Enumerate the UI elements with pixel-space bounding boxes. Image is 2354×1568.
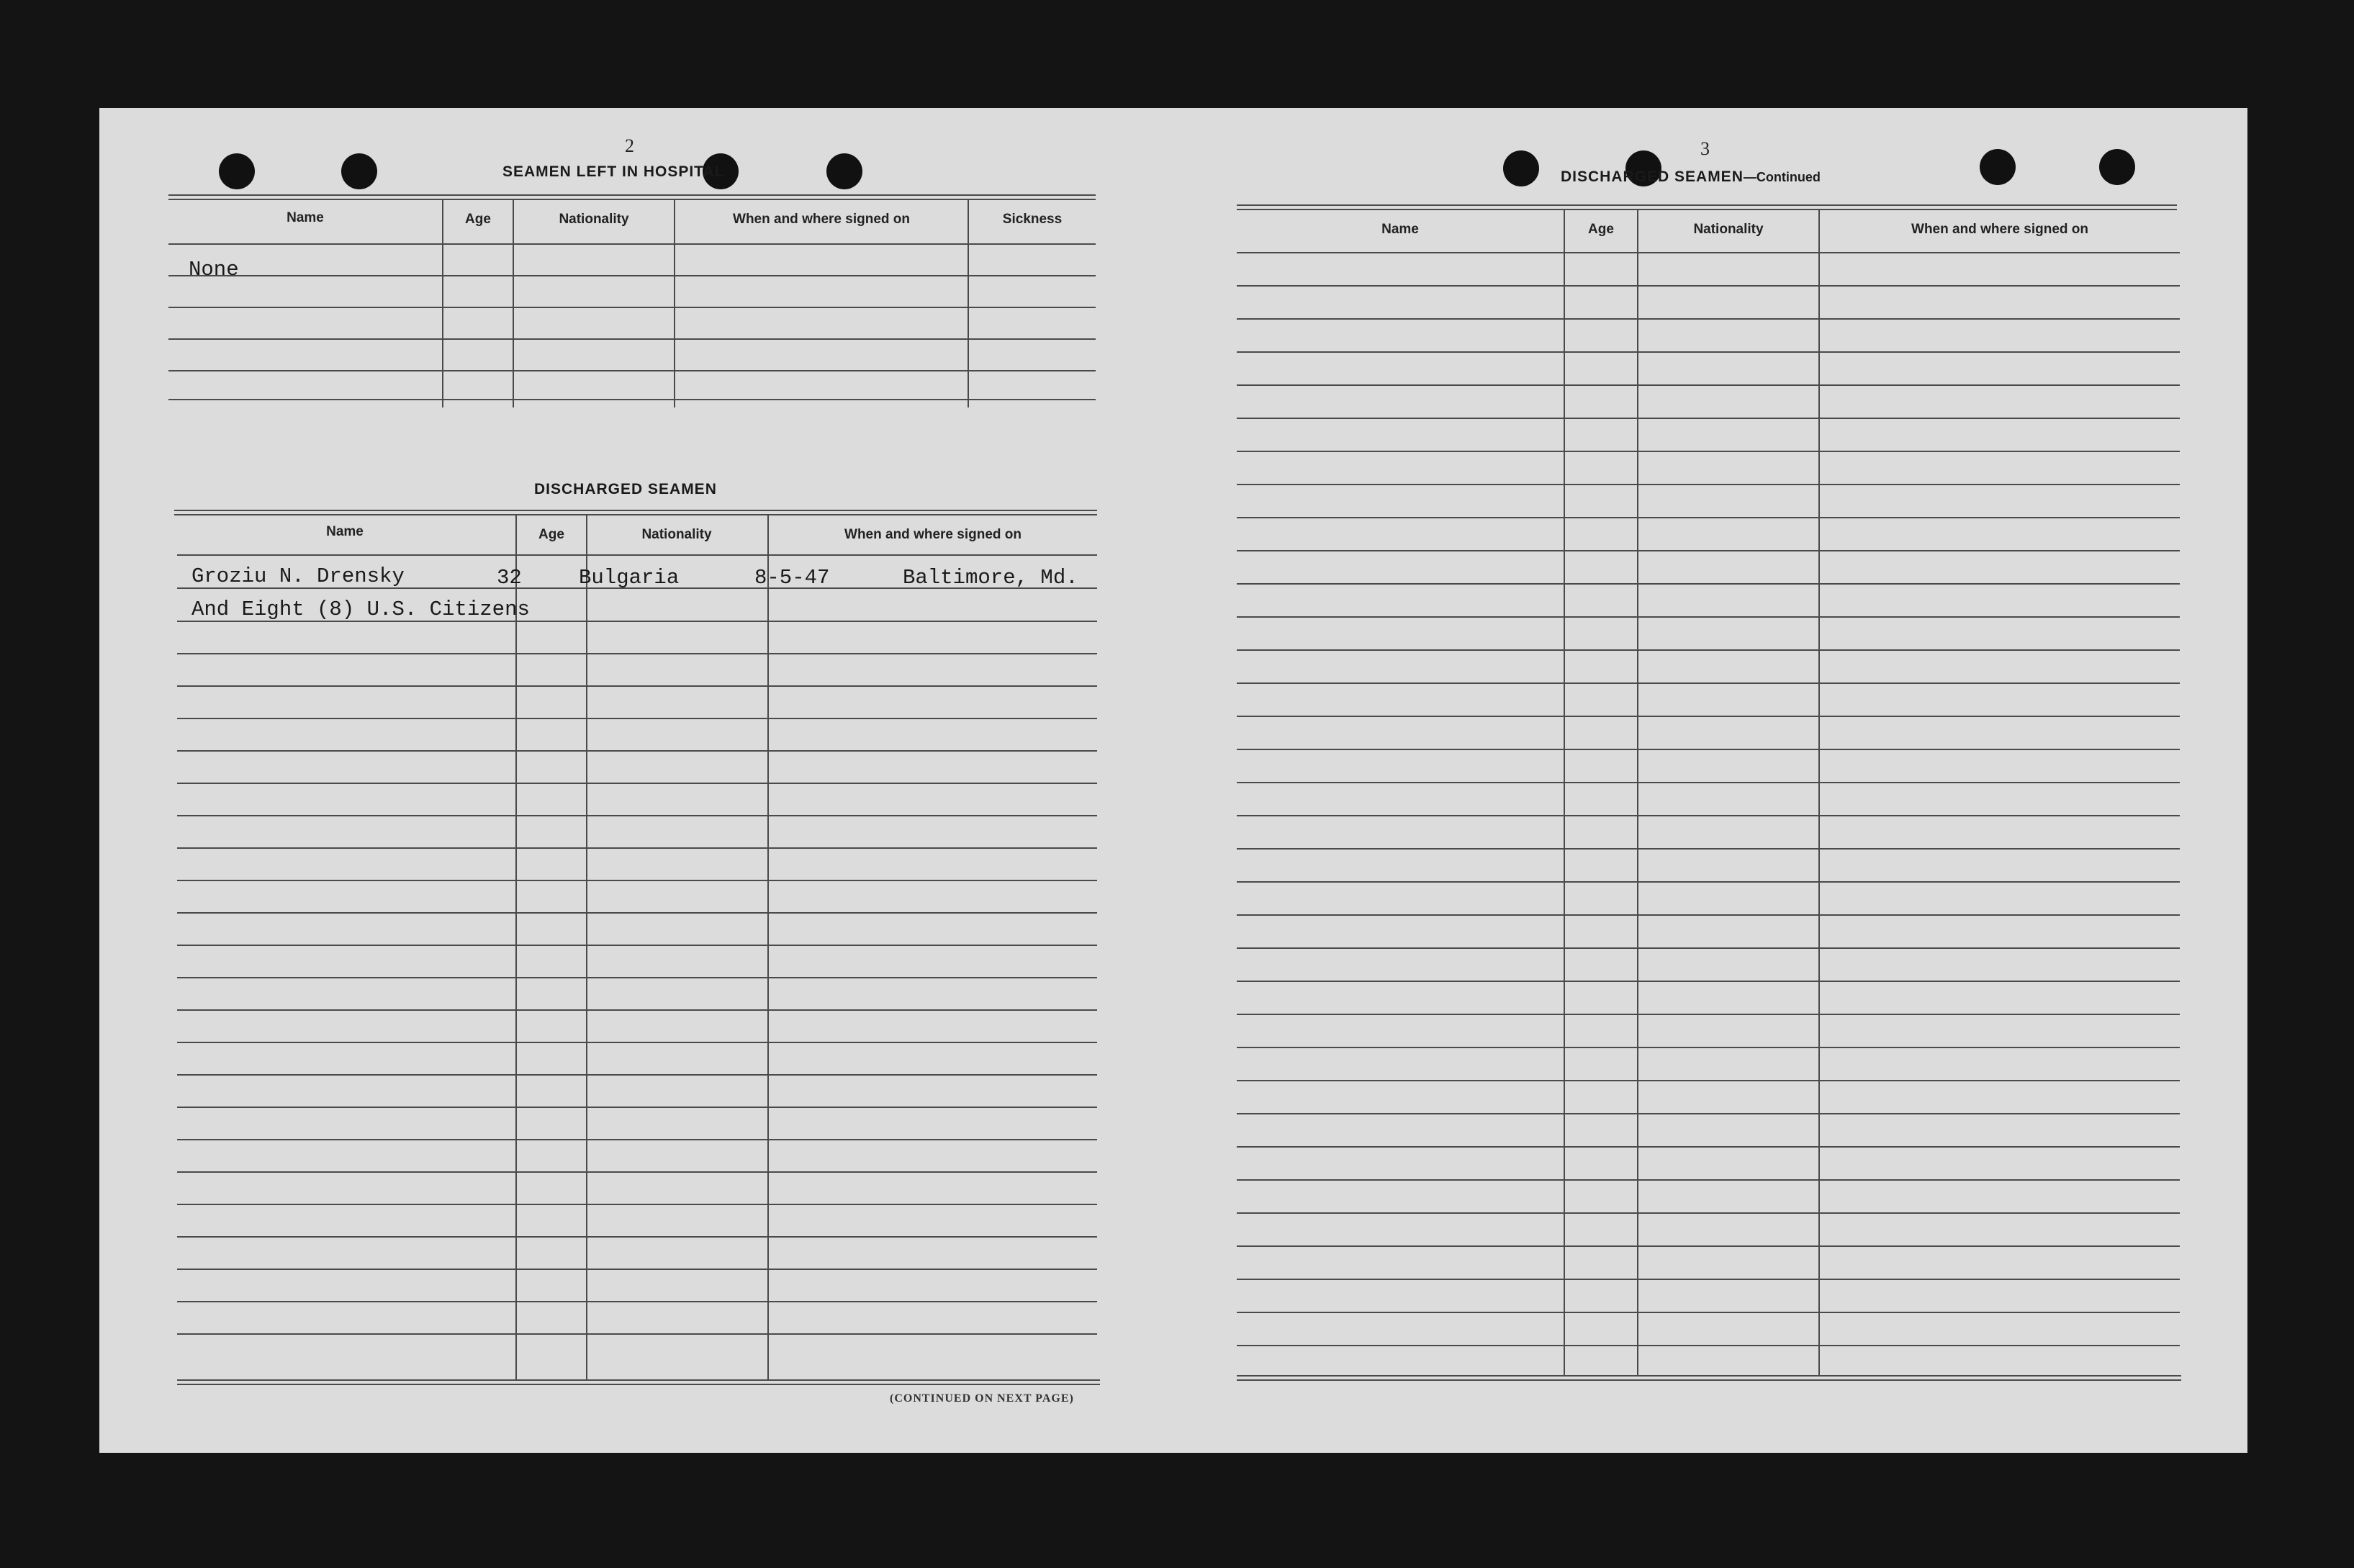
- page-number: 3: [1700, 138, 1710, 159]
- col-header-when-where: When and where signed on: [1911, 222, 2088, 237]
- page-number: 2: [625, 135, 634, 156]
- col-header-when-where: When and where signed on: [733, 212, 910, 227]
- seaman-nationality: Bulgaria: [579, 566, 680, 590]
- additional-seamen-note: And Eight (8) U.S. Citizens: [191, 598, 530, 621]
- col-header-name: Name: [287, 210, 324, 225]
- seaman-place: Baltimore, Md.: [903, 566, 1078, 590]
- punch-hole: [826, 153, 862, 189]
- punch-hole: [1503, 150, 1539, 186]
- continued-footer: (CONTINUED ON NEXT PAGE): [890, 1392, 1074, 1405]
- ledger-paper: [99, 108, 2247, 1453]
- col-header-nationality: Nationality: [559, 212, 629, 227]
- col-header-name: Name: [326, 524, 364, 539]
- col-header-sickness: Sickness: [1002, 212, 1063, 227]
- col-header-age: Age: [465, 212, 491, 227]
- punch-hole: [219, 153, 255, 189]
- col-header-nationality: Nationality: [641, 527, 712, 542]
- punch-hole: [1980, 149, 2016, 185]
- title-suffix: —Continued: [1743, 170, 1821, 184]
- col-header-nationality: Nationality: [1693, 222, 1764, 237]
- punch-hole: [341, 153, 377, 189]
- discharged-section-title: DISCHARGED SEAMEN: [534, 481, 717, 497]
- seaman-age: 32: [497, 566, 522, 590]
- discharged-continued-title: [1561, 168, 1821, 186]
- col-header-age: Age: [538, 527, 564, 542]
- seaman-date: 8-5-47: [754, 566, 830, 590]
- hospital-row-name: None: [189, 258, 239, 281]
- col-header-age: Age: [1588, 222, 1614, 237]
- col-header-when-where: When and where signed on: [844, 527, 1022, 542]
- seaman-name: Groziu N. Drensky: [191, 564, 405, 588]
- punch-hole: [2099, 149, 2135, 185]
- hospital-section-title: SEAMEN LEFT IN HOSPITAL: [502, 163, 725, 180]
- col-header-name: Name: [1381, 222, 1419, 237]
- title-main: DISCHARGED SEAMEN: [1561, 168, 1744, 185]
